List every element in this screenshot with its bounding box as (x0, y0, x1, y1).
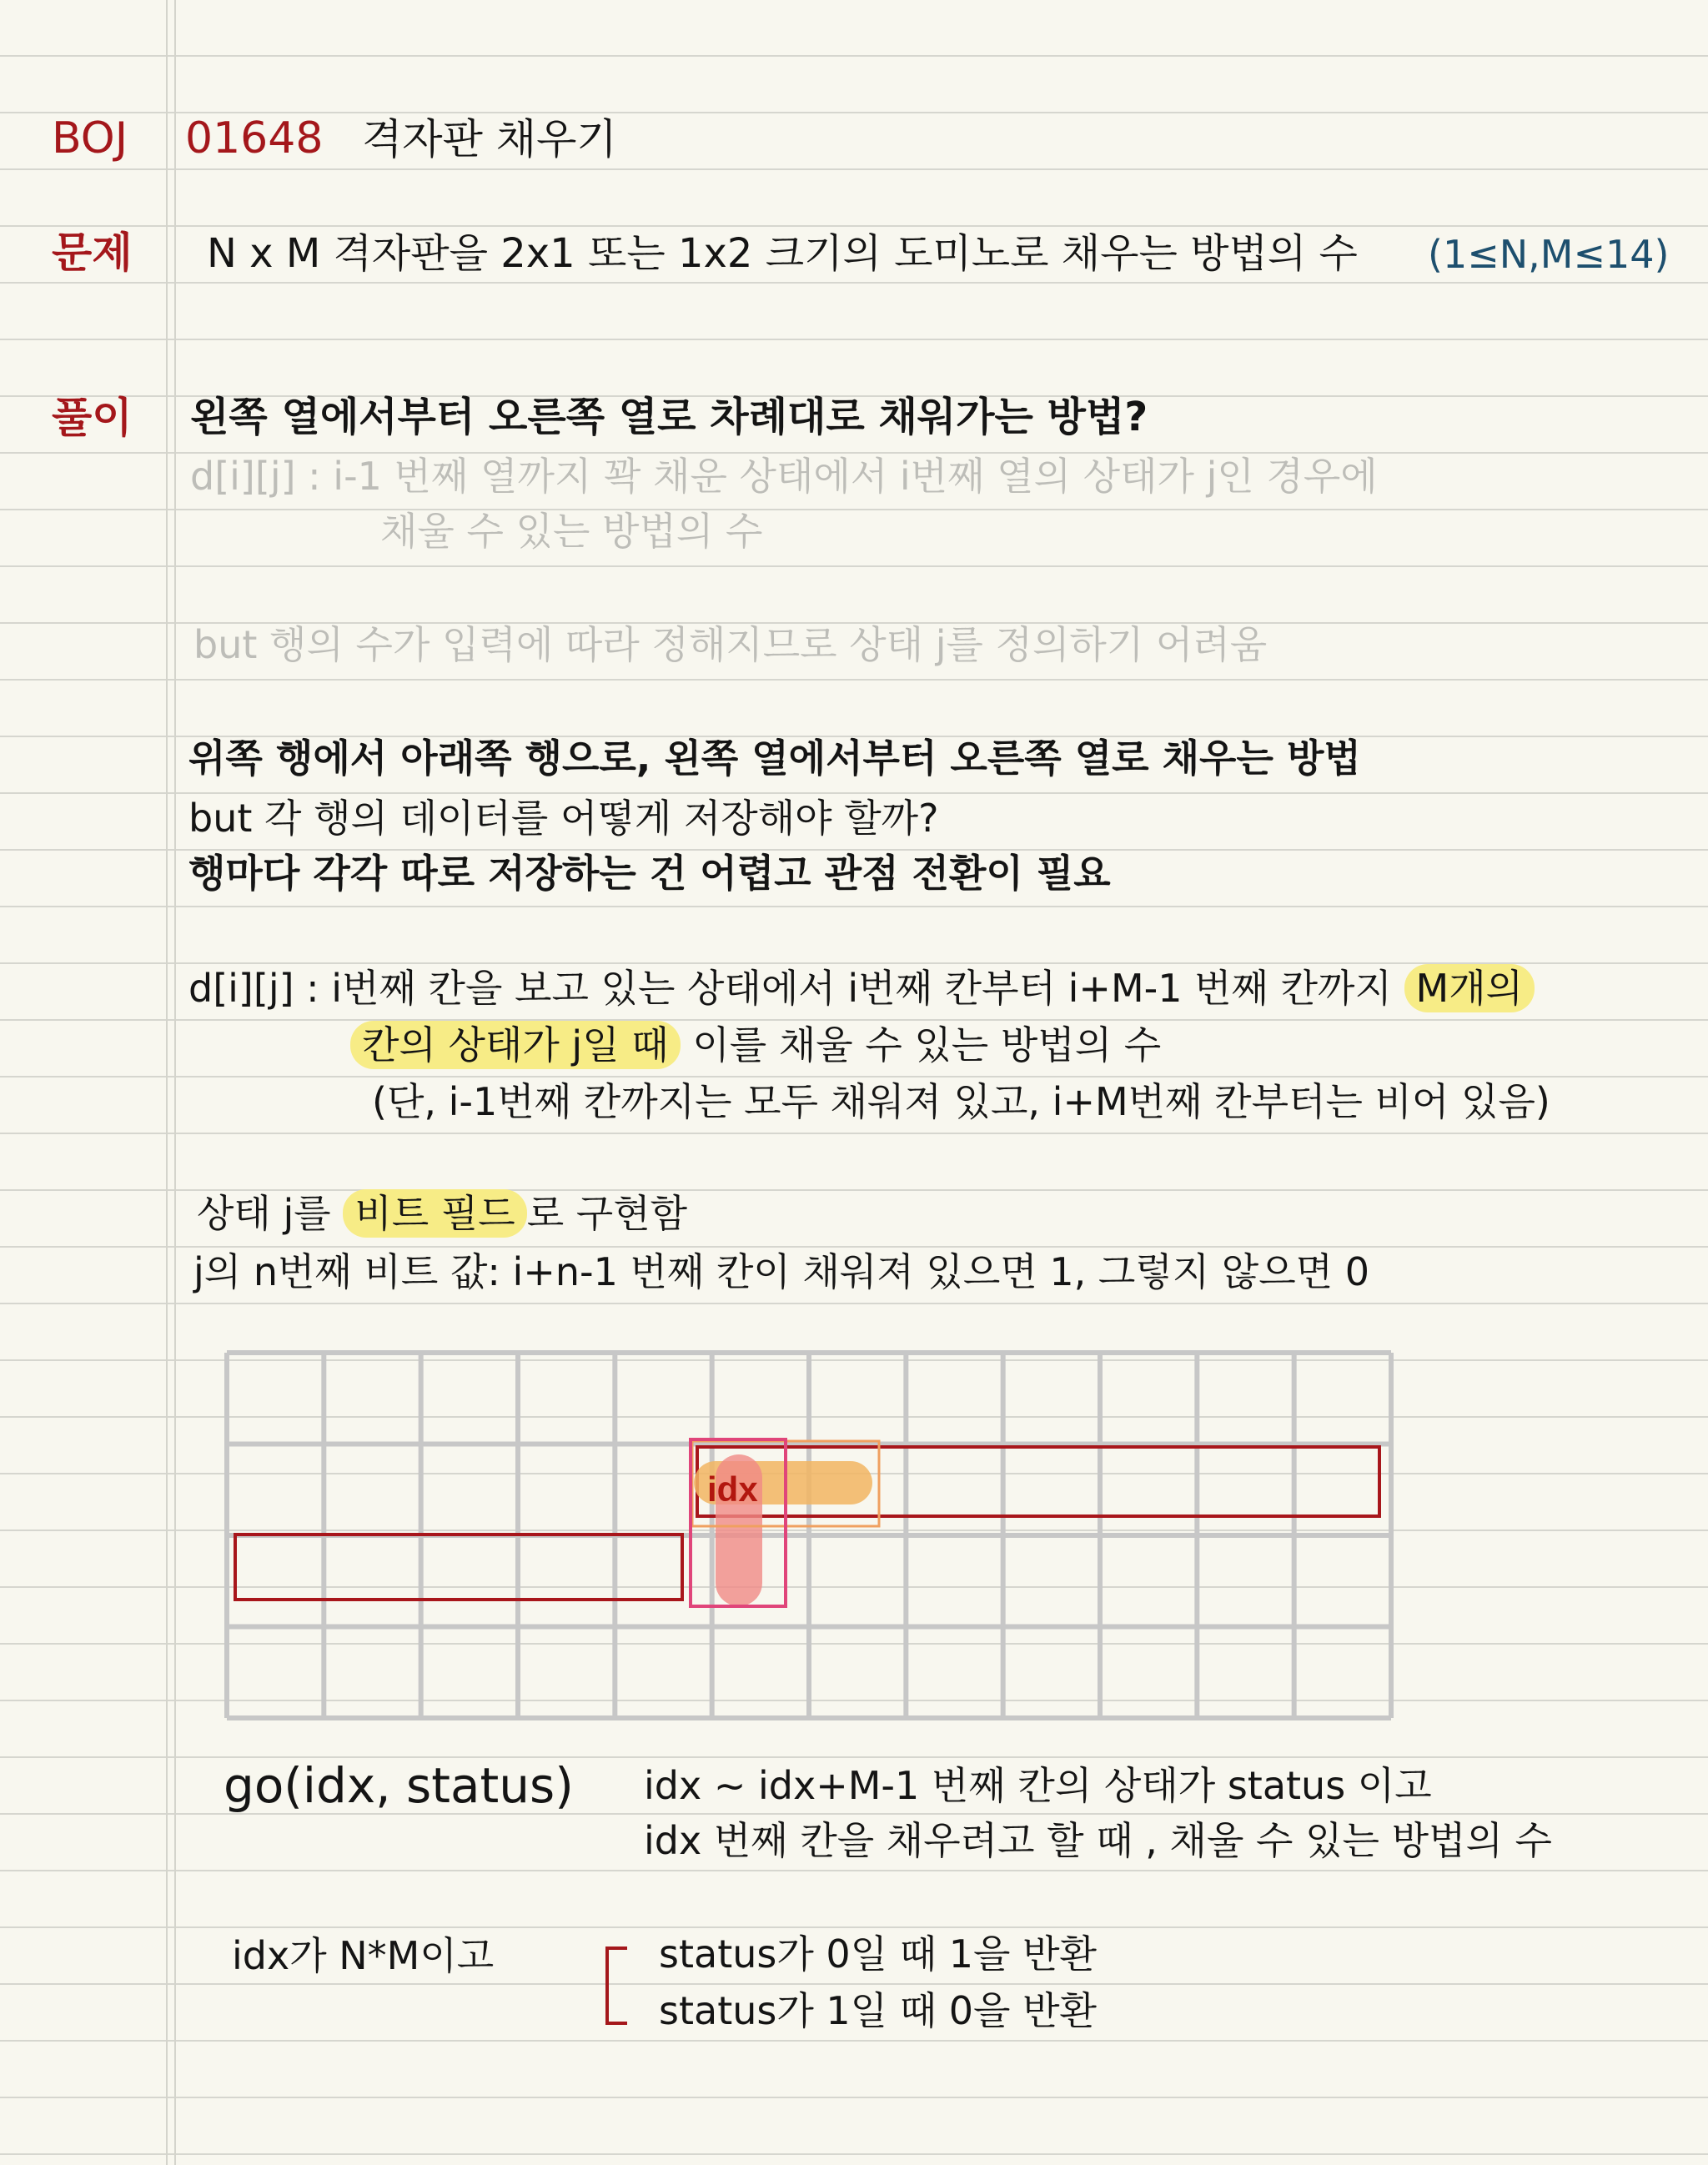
problem-constraint: (1≤N,M≤14) (1428, 232, 1670, 277)
go-description-line2: idx 번째 칸을 채우려고 할 때 , 채울 수 있는 방법의 수 (644, 1818, 1552, 1863)
idea2-line3: 행마다 각각 따로 저장하는 건 어렵고 관점 전환이 필요 (188, 851, 1111, 896)
idx-label: idx (707, 1469, 758, 1509)
idea1-definition-line2: 채울 수 있는 방법의 수 (380, 509, 763, 554)
solution-label: 풀이 (52, 394, 133, 442)
go-description-line1: idx ~ idx+M-1 번째 칸의 상태가 status 이고 (644, 1763, 1432, 1808)
bitfield-highlight: 비트 필드 (343, 1189, 526, 1238)
bitfield-line2: j의 n번째 비트 값: i+n-1 번째 칸이 채워져 있으면 1, 그렇지 않으면 0 (193, 1249, 1369, 1294)
base-case-bracket (607, 1948, 627, 2023)
definition-line2-text: 이를 채울 수 있는 방법의 수 (692, 1022, 1162, 1067)
go-signature: go(idx, status) (224, 1757, 574, 1814)
problem-number: 01648 (185, 113, 324, 163)
problem-title: 격자판 채우기 (362, 115, 617, 163)
idea2-line2: but 각 행의 데이터를 어떻게 저장해야 할까? (188, 796, 939, 841)
base-case-1: status가 0일 때 1을 반환 (659, 1931, 1097, 1977)
definition-highlight-m-cells: M개의 (1404, 964, 1535, 1012)
definition-highlight-state-j: 칸의 상태가 j일 때 (350, 1021, 681, 1069)
definition-line3: (단, i-1번째 칸까지는 모두 채워져 있고, i+M번째 칸부터는 비어 있음) (372, 1079, 1550, 1124)
problem-text: N x M 격자판을 2x1 또는 1x2 크기의 도미노로 채우는 방법의 수 (207, 230, 1358, 277)
bitfield-line1-text-a: 상태 j를 (197, 1191, 331, 1236)
idea1-but-text: but 행의 수가 입력에 따라 정해지므로 상태 j를 정의하기 어려움 (193, 622, 1268, 667)
base-case-2: status가 1일 때 0을 반환 (659, 1988, 1097, 2033)
base-condition: idx가 N*M이고 (232, 1933, 495, 1978)
idea2-line1: 위쪽 행에서 아래쪽 행으로, 왼쪽 열에서부터 오른쪽 열로 채우는 방법 (188, 736, 1361, 781)
idea1-text: 왼쪽 열에서부터 오른쪽 열로 차례대로 채워가는 방법? (190, 394, 1148, 440)
boj-label: BOJ (52, 113, 128, 163)
problem-label: 문제 (52, 229, 133, 277)
bitfield-line1-text-b: 로 구현함 (526, 1191, 688, 1236)
idea1-definition-line1: d[i][j] : i-1 번째 열까지 꽉 채운 상태에서 i번째 열의 상태가 j인 경우에 (190, 454, 1378, 499)
definition-line1-text: d[i][j] : i번째 칸을 보고 있는 상태에서 i번째 칸부터 i+M-1 번째 칸까지 (188, 966, 1392, 1011)
